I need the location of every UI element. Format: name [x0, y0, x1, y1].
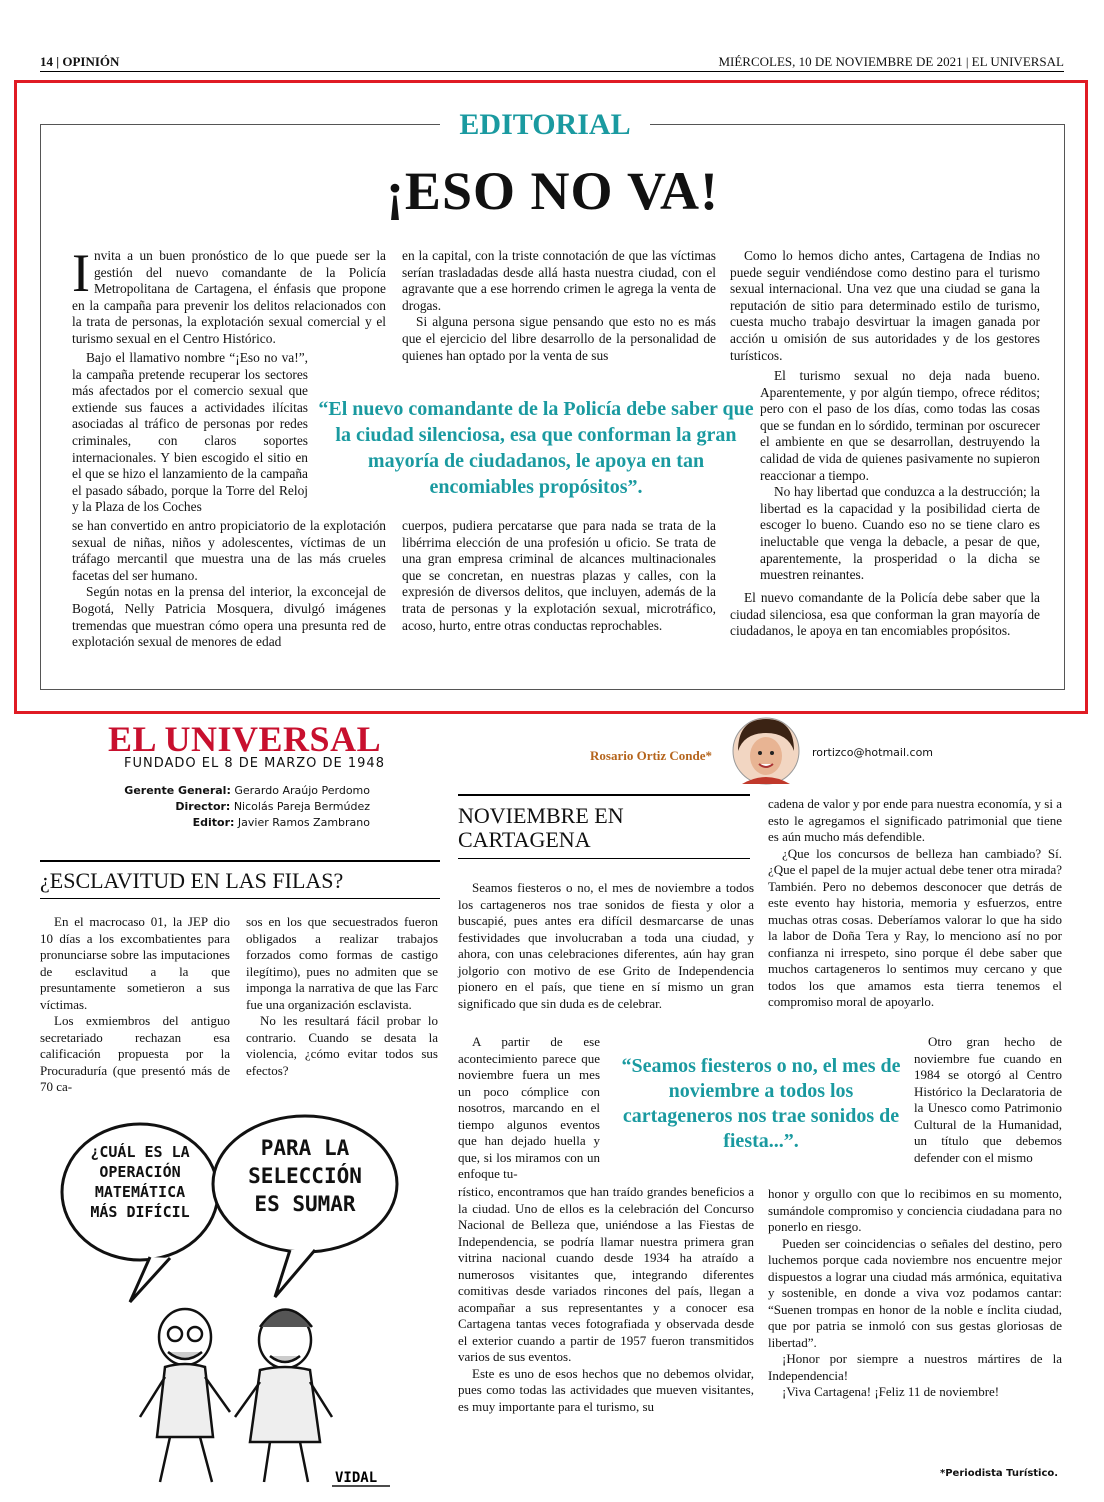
- bubble-tail: [275, 1250, 315, 1297]
- column-paragraph: ¡Viva Cartagena! ¡Feliz 11 de noviembre!: [782, 1384, 1000, 1399]
- column-col-1-top: [458, 880, 754, 1012]
- editorial-paragraph: Bajo el llamativo nombre “¡Eso no va!”, la campaña pretende recuperar los sectores más afectados por el comercio sexual que extiende sus fauces a actividades ilícitas asociadas al tráfico de personas por redes criminales, con claros soportes internacionales. Y bien escogido el sitio en el que se hizo el lanzamiento de la campaña el pasado sábado, porque la Torre del Reloj y la Plaza de los Coches: [72, 350, 308, 515]
- editorial-col-3-mid: [760, 368, 1040, 584]
- column-paragraph: ¡Honor por siempre a nuestros mártires de la Independencia!: [768, 1351, 1062, 1383]
- editorial-col-3-bottom: [730, 590, 1040, 640]
- drop-cap: I: [72, 243, 90, 303]
- editorial-col-3-top: [730, 248, 1040, 364]
- column-title: NOVIEMBRE EN CARTAGENA: [458, 803, 624, 852]
- editorial-pull-quote: “El nuevo comandante de la Policía debe saber que la ciudad silenciosa, esa que conforman la gran mayoría de ciudadanos, le apoya en tan encomiables propósitos”.: [318, 398, 754, 498]
- column-paragraph: Pueden ser coincidencias o señales del destino, pero luchemos porque cada noviembre nos encuentre mejor dispuestos a lograr una ciudad más armónica, equitativa y sostenible, en donde a viva voz podamos cantar: “Suenen trompas en honor de la noble e ínclita ciudad, que por patria se inmoló con sus gestas gloriosas de libertad”.: [768, 1235, 1062, 1350]
- column-paragraph: Este es uno de esos hechos que no debemos olvidar, pues como todas las actividades que mueven visitantes, es muy importante para el turismo, su: [458, 1365, 754, 1414]
- masthead-founded: FUNDADO EL 8 DE MARZO DE 1948: [124, 756, 385, 771]
- bubble-left-text: ¿CUÁL ES LA OPERACIÓN MATEMÁTICA MÁS DIFÍCIL: [90, 1143, 190, 1221]
- author-avatar: [728, 716, 804, 786]
- column-col-2-top: [768, 796, 1062, 1011]
- page-section: 14 | OPINIÓN: [40, 54, 120, 69]
- column-paragraph: Seamos fiesteros o no, el mes de noviembre a todos los cartageneros nos trae sonidos de fiesta y olor a buscapié, pues antes era difícil desmarcarse de unas festividades que involucraban a toda una ciudad, y ahora, con unas celebraciones diferentes, aún hay gran jolgorio con motivo de ese Grito de Independencia pionero en el país, que tiene en sí mismo un gran significado que sin duda es de celebrar.: [458, 880, 754, 1011]
- esclavitud-paragraph: Los exmiembros del antiguo secretariado rechazan esa calificación propuesta por la Procuraduría (que presentó más de 70 ca-: [40, 1013, 230, 1094]
- editorial-col-2-top: [402, 248, 716, 364]
- editorial-headline: ¡ESO NO VA!: [385, 161, 720, 221]
- section-rule: [458, 858, 750, 859]
- esclavitud-title: ¿ESCLAVITUD EN LAS FILAS?: [40, 868, 344, 893]
- esclavitud-paragraph: En el macrocaso 01, la JEP dio 10 días a los excombatientes para pronunciarse sobre las imputaciones de esclavitud a la que presuntamente sometieron a sus víctimas.: [40, 914, 230, 1012]
- column-col-2-mid: [914, 1034, 1062, 1166]
- character-woman: [235, 1310, 332, 1483]
- column-pull-quote: “Seamos fiesteros o no, el mes de noviembre a todos los cartageneros nos trae sonidos de fiesta...”.: [621, 1055, 901, 1152]
- staff-line: [40, 816, 370, 829]
- editorial-paragraph: Si alguna persona sigue pensando que esto no es más que el ejercicio del libre desarrollo de la personalidad de quienes han optado por la venta de sus: [402, 314, 716, 363]
- editorial-cartoon: [60, 1112, 440, 1492]
- editorial-col-1-bottom: [72, 518, 386, 651]
- esclavitud-col-2: [246, 914, 438, 1079]
- editorial-label: EDITORIAL: [440, 108, 650, 142]
- column-col-1-mid: [458, 1034, 600, 1183]
- section-rule: [458, 794, 750, 796]
- column-col-2-bottom: [768, 1186, 1062, 1401]
- masthead-title: EL UNIVERSAL: [108, 719, 382, 759]
- esclavitud-paragraph: No les resultará fácil probar lo contrario. Cuando se desata la violencia, ¿cómo evitar todos sus efectos?: [246, 1013, 438, 1078]
- staff-role: Gerente General:: [124, 784, 231, 797]
- editorial-paragraph: Como lo hemos dicho antes, Cartagena de Indias no puede seguir vendiéndose como destino para el turismo sexual internacional. Una vez que una ciudad se gana la reputación de sitio para determinado estilo de turismo, cuesta mucho trabajo desvirtuar la imagen ganada por acción u omisión de sus autoridades y de los gestores turísticos.: [730, 248, 1040, 363]
- column-paragraph: Otro gran hecho de noviembre fue cuando en 1984 se otorgó al Centro Histórico la Declaratoria de la Unesco como Patrimonio Cultural de la Humanidad, un título que debemos defender con el mismo: [914, 1034, 1062, 1165]
- editorial-paragraph: El nuevo comandante de la Policía debe saber que la ciudad silenciosa, esa que conforman la gran mayoría de ciudadanos, le apoya en tan encomiables propósitos.: [730, 590, 1040, 639]
- editorial-paragraph: Según notas en la prensa del interior, la exconcejal de Bogotá, Nelly Patricia Mosquera, divulgó imágenes tremendas que muestran cómo opera una presunta red de explotación sexual de menores de edad: [72, 584, 386, 650]
- section-rule: [40, 898, 440, 899]
- editorial-paragraph: El turismo sexual no deja nada bueno. Aparentemente, y por algún tiempo, ofrece réditos; pero con el paso de los días, como todas las cosas que se fundan en lo sórdido, terminan por oscurecer el ambiente en que se desarrollan, destruyendo la calidad de vida de quienes pasivamente no supieron reaccionar a tiempo.: [760, 368, 1040, 483]
- column-paragraph: rístico, encontramos que han traído grandes beneficios a la ciudad. Uno de ellos es la celebración del Concurso Nacional de Belleza que, uniéndose a las Fiestas de Independencia, se podría llamar nuestra primera gran vitrina nacional cuando desde 1934 ha atraído a numerosos visitantes que, integrando diferentes comitivas desde variados rincones del país, llegan a acompañar a sus representantes y a conocer esa Cartagena tantas veces fotografiada y observada desde el exterior cuando a partir de 1957 fueron transmitidos varios de sus eventos.: [458, 1184, 754, 1364]
- editorial-paragraph: No hay libertad que conduzca a la destrucción; la libertad es la capacidad y la posibilidad cierta de escoger lo bueno. Cuando eso no se tiene claro es ineluctable que venga la debacle, a pesar de que, aparentemente, la prosperidad o la dicha se muestren reinantes.: [760, 484, 1040, 583]
- editorial-paragraph: cuerpos, pudiera percatarse que para nada se trata de la libérrima elección de una profesión u oficio. Se trata de una gran empresa criminal de alcances multinacionales que se concretan, en nuestras plazas y calles, con la expresión de diversos delitos, que incluyen, además de la trata de personas y la explotación sexual, microtráfico, acoso, hurto, entre otras conductas reprochables.: [402, 518, 716, 633]
- cartoon-signature: VIDAL: [335, 1470, 378, 1486]
- esclavitud-col-1: [40, 914, 230, 1096]
- column-paragraph: A partir de ese acontecimiento parece que noviembre fuera un mes un poco cómplice con nosotros, marcando en el tiempo algunos eventos que han dejado huella y que, si los miramos con un enfoque tu-: [458, 1034, 600, 1181]
- esclavitud-paragraph: sos en los que secuestrados fueron obligados a realizar trabajos forzados como formas de castigo ilegítimo), pues no admiten que se imponga la narrativa de que las Farc fue una organización esclavista.: [246, 914, 438, 1012]
- editorial-paragraph: nvita a un buen pronóstico de lo que puede ser la gestión del nuevo comandante de la Policía Metropolitana de Cartagena, el énfasis que propone en la campaña para prevenir los delitos relacionados con la trata de personas, la explotación sexual comercial y el turismo sexual en el Centro Histórico.: [72, 248, 386, 346]
- bubble-right-text: PARA LA SELECCIÓN ES SUMAR: [248, 1136, 362, 1216]
- staff-name: Nicolás Pareja Bermúdez: [233, 800, 370, 813]
- editorial-col-1-top: [72, 243, 386, 348]
- editorial-paragraph: se han convertido en antro propiciatorio de la explotación sexual de niñas, niños y adolescentes, víctimas de un tráfago mercantil que muestra una de las más crueles facetas del ser humano.: [72, 518, 386, 583]
- staff-line: [40, 800, 370, 813]
- section-rule: [40, 860, 440, 862]
- page-date: MIÉRCOLES, 10 DE NOVIEMBRE DE 2021 | EL UNIVERSAL: [718, 54, 1064, 69]
- staff-name: Javier Ramos Zambrano: [237, 816, 370, 829]
- staff-line: [40, 784, 370, 797]
- editorial-col-1-mid: [72, 350, 308, 516]
- editorial-paragraph: en la capital, con la triste connotación de que las víctimas serían trasladadas desde allá hasta nuestra ciudad, con el agravante que a ese horrendo crimen le agrega la venta de drogas.: [402, 248, 716, 313]
- bubble-tail: [130, 1257, 170, 1302]
- header-rule: [40, 71, 1064, 72]
- column-author: Rosario Ortiz Conde*: [590, 748, 713, 763]
- editorial-col-2-bottom: [402, 518, 716, 634]
- staff-name: Gerardo Araújo Perdomo: [234, 784, 370, 797]
- column-paragraph: ¿Que los concursos de belleza han cambiado? Sí. ¿Que el papel de la mujer actual debe tener otra mirada? También. Pero no debemos desconocer que detrás de este evento hay historia, memoria y esfuerzos, entre muchas otras cosas. Deberíamos valorar lo que ha sido la labor de Doña Tera y Ray, lo menciono así no por confianza ni irrespeto, sino porque él debe saber que muchos cartageneros lo sentimos muy cercano y que todos los que amamos esta tierra tenemos el compromiso moral de apoyarlo.: [768, 845, 1062, 1009]
- character-man: [140, 1309, 230, 1482]
- column-col-1-bottom: [458, 1184, 754, 1415]
- column-paragraph: cadena de valor y por ende para nuestra economía, y si a esto le agregamos el significado patrimonial que tiene es aún mucho más defendible.: [768, 796, 1062, 844]
- author-note: *Periodista Turístico.: [940, 1468, 1059, 1479]
- staff-role: Director:: [175, 800, 231, 813]
- column-paragraph: honor y orgullo con que lo recibimos en su momento, sumándole compromiso y conciencia ciudadana para no ponerlo en riesgo.: [768, 1186, 1062, 1234]
- staff-role: Editor:: [192, 816, 235, 829]
- author-email: rortizco@hotmail.com: [812, 746, 934, 759]
